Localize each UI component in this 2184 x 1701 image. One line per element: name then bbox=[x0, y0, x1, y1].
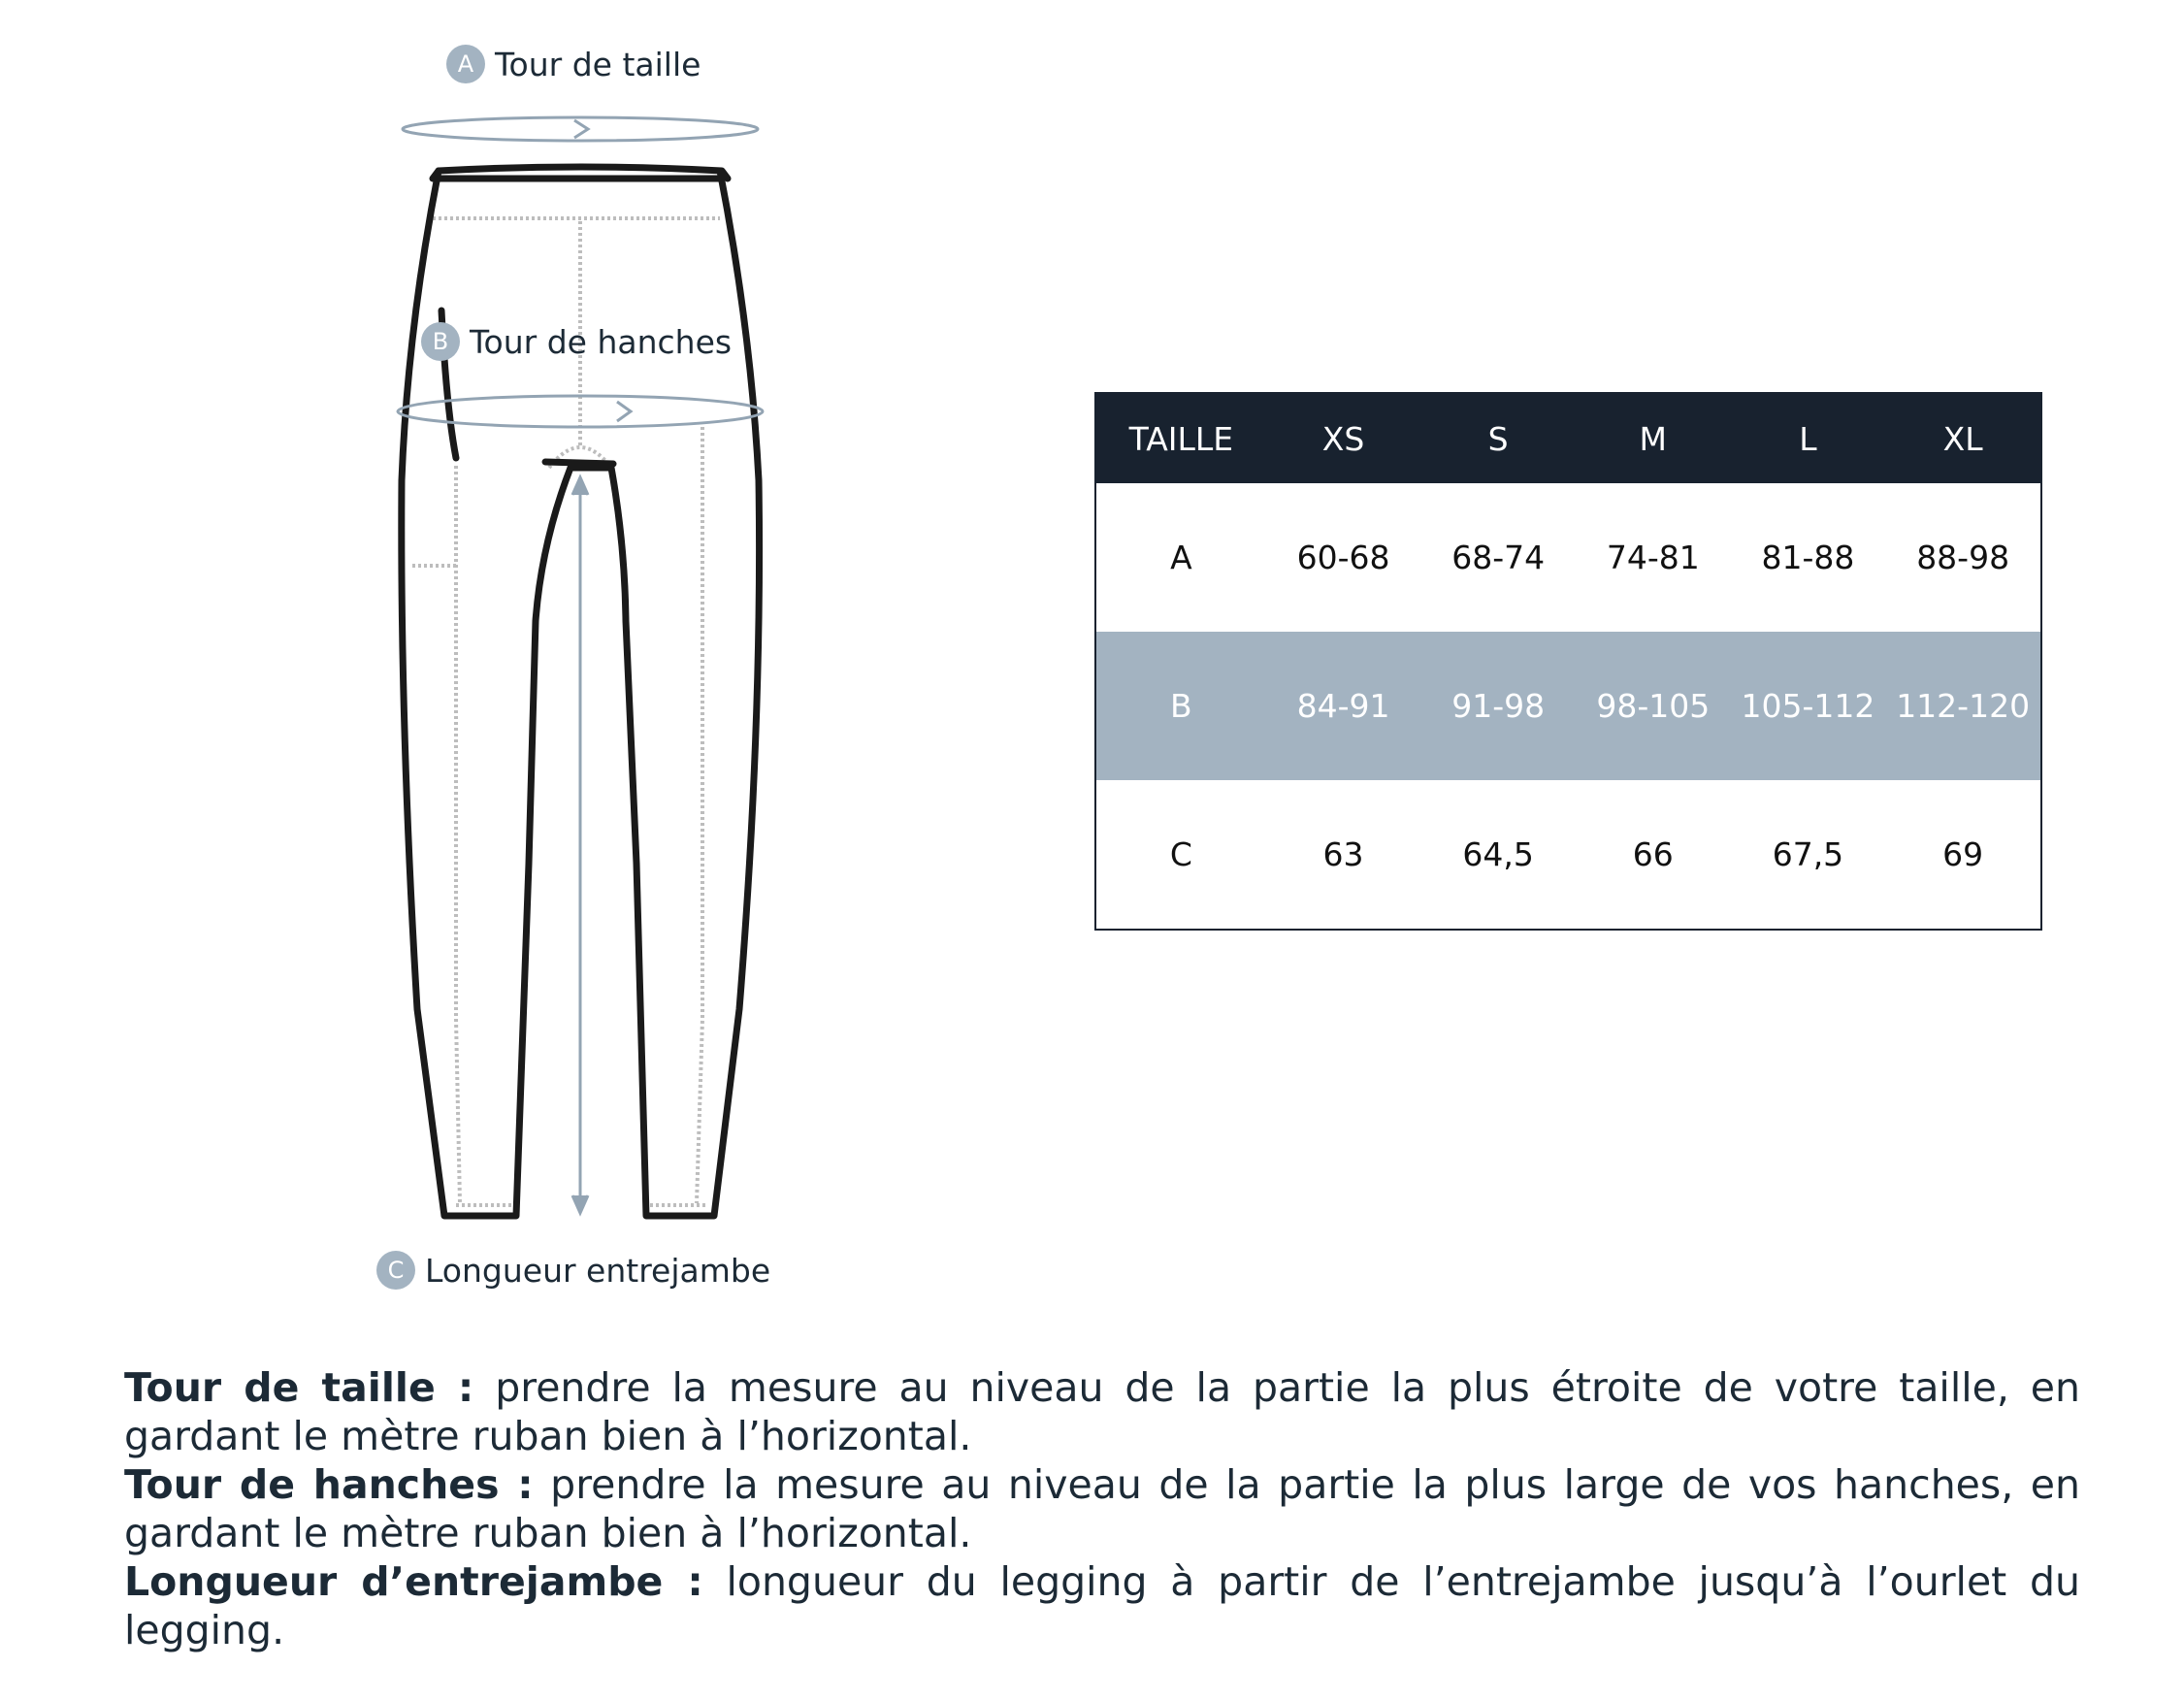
badge-c: C bbox=[376, 1251, 415, 1290]
waist-measure-ellipse bbox=[403, 117, 758, 141]
badge-b: B bbox=[421, 322, 460, 361]
note-inseam bbox=[124, 1557, 2080, 1654]
measurement-notes bbox=[124, 1363, 2080, 1654]
table-header-cell: M bbox=[1576, 393, 1731, 483]
table-cell: 91-98 bbox=[1420, 632, 1576, 780]
label-inseam-text: Longueur entrejambe bbox=[425, 1251, 771, 1290]
table-row bbox=[1095, 780, 2041, 930]
label-waist bbox=[446, 45, 701, 83]
inseam-arrow-down-icon bbox=[572, 1195, 588, 1213]
table-row bbox=[1095, 483, 2041, 632]
size-table bbox=[1094, 392, 2042, 931]
table-cell: 84-91 bbox=[1266, 632, 1421, 780]
note-term: Longueur d’entrejambe : bbox=[124, 1558, 703, 1605]
badge-a: A bbox=[446, 45, 485, 83]
table-cell: 68-74 bbox=[1451, 539, 1546, 576]
table-cell: 66 bbox=[1632, 835, 1674, 873]
note-term: Tour de hanches : bbox=[124, 1461, 534, 1508]
label-waist-text: Tour de taille bbox=[495, 45, 701, 83]
table-cell: 105-112 bbox=[1731, 632, 1886, 780]
table-header-cell: L bbox=[1731, 393, 1886, 483]
waist-arrow-icon bbox=[574, 120, 588, 138]
legging-stitching bbox=[412, 218, 720, 1205]
table-header-cell: XL bbox=[1885, 393, 2041, 483]
row-label: B bbox=[1095, 632, 1266, 780]
table-cell: 67,5 bbox=[1772, 835, 1844, 873]
note-term: Tour de taille : bbox=[124, 1364, 474, 1411]
note-text: prendre la mesure au niveau de la partie la plus large de vos hanches, en gardant le mètre ruban bien à l’horizontal. bbox=[124, 1461, 2081, 1556]
note-hips bbox=[124, 1460, 2080, 1557]
table-header-cell: TAILLE bbox=[1095, 393, 1266, 483]
table-row bbox=[1095, 632, 2041, 780]
table-cell: 63 bbox=[1322, 835, 1364, 873]
row-label: A bbox=[1170, 539, 1192, 576]
table-cell: 88-98 bbox=[1916, 539, 2010, 576]
table-header-row bbox=[1095, 393, 2041, 483]
table-header-cell: XS bbox=[1266, 393, 1421, 483]
table-cell: 69 bbox=[1942, 835, 1984, 873]
note-text: prendre la mesure au niveau de la partie la plus étroite de votre taille, en gardant le mètre ruban bien à l’horizontal. bbox=[124, 1364, 2080, 1459]
table-cell: 98-105 bbox=[1576, 632, 1731, 780]
label-hips-text: Tour de hanches bbox=[470, 322, 733, 361]
table-cell: 74-81 bbox=[1606, 539, 1700, 576]
table-cell: 64,5 bbox=[1462, 835, 1534, 873]
inseam-arrow-up-icon bbox=[572, 477, 588, 495]
table-cell: 81-88 bbox=[1761, 539, 1855, 576]
note-waist bbox=[124, 1363, 2080, 1460]
hip-arrow-icon bbox=[617, 402, 631, 421]
legging-diagram bbox=[0, 0, 1067, 1320]
table-cell: 112-120 bbox=[1885, 632, 2041, 780]
label-hips bbox=[421, 322, 732, 361]
note-text: longueur du legging à partir de l’entrejambe jusqu’à l’ourlet du legging. bbox=[124, 1558, 2080, 1653]
label-inseam bbox=[376, 1251, 770, 1290]
table-cell: 60-68 bbox=[1296, 539, 1390, 576]
row-label: C bbox=[1169, 835, 1192, 873]
table-header-cell: S bbox=[1420, 393, 1576, 483]
